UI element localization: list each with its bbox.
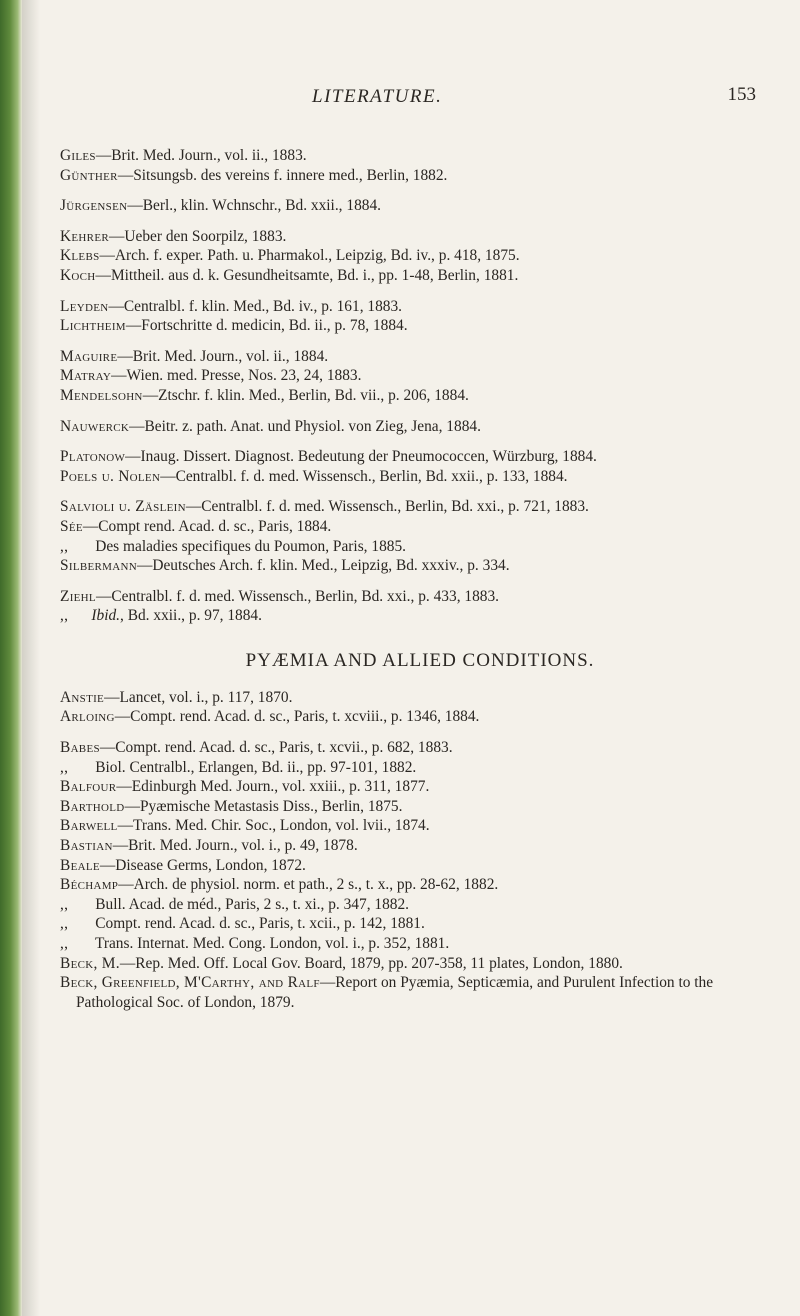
- entry-text: —Edinburgh Med. Journ., vol. xxiii., p. 311, 1877.: [116, 778, 430, 796]
- bibliography-entry: [60, 934, 780, 954]
- entry-text: —Fortschritte d. medicin, Bd. ii., p. 78, 1884.: [125, 317, 408, 335]
- entry-text: —Brit. Med. Journ., vol. ii., 1884.: [117, 347, 329, 365]
- bibliography-entry: [60, 417, 780, 437]
- entry-author: ,,: [60, 895, 69, 913]
- entry-author: Anstie: [60, 688, 105, 706]
- bibliography-entry: [60, 386, 780, 406]
- section-heading: PYÆMIA AND ALLIED CONDITIONS.: [245, 649, 595, 671]
- entry-text: —Compt rend. Acad. d. sc., Paris, 1884.: [82, 517, 332, 535]
- entry-author: Beck, M.: [60, 954, 120, 972]
- bibliography: [60, 146, 780, 1012]
- entry-text: —Disease Germs, London, 1872.: [99, 856, 306, 874]
- entry-text: —Report on Pyæmia, Septicæmia, and Purulent Infection to the Pathological Soc. of London, 1879.: [76, 974, 714, 1011]
- book-spine: [0, 0, 22, 1316]
- entry-author: Béchamp: [60, 876, 119, 894]
- running-title: LITERATURE.: [312, 86, 443, 107]
- bibliography-entry: [60, 517, 780, 537]
- entry-author: Beale: [60, 856, 100, 874]
- entry-author: Klebs: [60, 247, 100, 265]
- page-header: [60, 86, 780, 116]
- entry-text: Bull. Acad. de méd., Paris, 2 s., t. xi., p. 347, 1882.: [91, 895, 410, 913]
- entry-text: Biol. Centralbl., Erlangen, Bd. ii., pp. 97-101, 1882.: [91, 758, 417, 776]
- entry-author: Barthold: [60, 797, 125, 815]
- entry-author: Koch: [60, 266, 96, 284]
- bibliography-entry: [60, 447, 780, 467]
- bibliography-entry: [60, 196, 780, 216]
- entry-author: Sée: [60, 517, 83, 535]
- entry-author: Balfour: [60, 778, 117, 796]
- entry-text: —Centralbl. f. d. med. Wissensch., Berlin, Bd. xxii., p. 133, 1884.: [160, 467, 568, 485]
- bibliography-entry: [60, 537, 780, 557]
- entry-author: Matray: [60, 367, 112, 385]
- bibliography-entry: [60, 895, 780, 915]
- entry-author: ,,: [60, 607, 69, 625]
- entry-text: —Beitr. z. path. Anat. und Physiol. von Zieg, Jena, 1884.: [129, 417, 481, 435]
- entry-author: Leyden: [60, 297, 109, 315]
- entry-text: —Mittheil. aus d. k. Gesundheitsamte, Bd. i., pp. 1-48, Berlin, 1881.: [95, 266, 519, 284]
- entry-author: Babes: [60, 739, 100, 757]
- bibliography-entry: [60, 366, 780, 386]
- entry-text: —Centralbl. f. d. med. Wissensch., Berlin, Bd. xxi., p. 721, 1883.: [185, 498, 589, 516]
- entry-author: Jürgensen: [60, 197, 128, 215]
- entry-author: Barwell: [60, 817, 118, 835]
- entry-text: —Berl., klin. Wchnschr., Bd. xxii., 1884.: [127, 197, 382, 215]
- bibliography-entry: [60, 316, 780, 336]
- entry-author: Lichtheim: [60, 317, 126, 335]
- entry-text: —Lancet, vol. i., p. 117, 1870.: [104, 688, 293, 706]
- entry-text: —Rep. Med. Off. Local Gov. Board, 1879, pp. 207-358, 11 plates, London, 1880.: [119, 954, 623, 972]
- bibliography-entry: [60, 954, 780, 974]
- bibliography-entry: [60, 758, 780, 778]
- entry-author: Silbermann: [60, 557, 137, 575]
- entry-text: Trans. Internat. Med. Cong. London, vol. i., p. 352, 1881.: [91, 935, 450, 952]
- entry-author: Mendelsohn: [60, 386, 143, 404]
- bibliography-entry: [60, 587, 780, 607]
- bibliography-entry: [60, 266, 780, 286]
- bibliography-entry: [60, 777, 780, 797]
- entry-text: —Wien. med. Presse, Nos. 23, 24, 1883.: [111, 367, 362, 385]
- bibliography-entry-ibid: [60, 606, 780, 626]
- entry-text: —Centralbl. f. klin. Med., Bd. iv., p. 161, 1883.: [108, 297, 403, 315]
- entry-text: —Ueber den Soorpilz, 1883.: [108, 227, 287, 245]
- bibliography-part-2: [60, 688, 780, 1013]
- entry-author: Nauwerck: [60, 417, 130, 435]
- entry-text: , Bd. xxii., p. 97, 1884.: [120, 607, 262, 625]
- bibliography-entry: [60, 497, 780, 517]
- bibliography-entry: [60, 227, 780, 247]
- bibliography-entry: [60, 856, 780, 876]
- entry-text: —Deutsches Arch. f. klin. Med., Leipzig, Bd. xxxiv., p. 334.: [136, 557, 510, 575]
- bibliography-entry: [60, 914, 780, 934]
- page-number: 153: [727, 84, 756, 105]
- entry-author: Kehrer: [60, 227, 109, 245]
- entry-author: Platonow: [60, 448, 126, 466]
- bibliography-entry: [60, 467, 780, 487]
- bibliography-entry: [60, 875, 780, 895]
- bibliography-entry: [60, 797, 780, 817]
- entry-text: Des maladies specifiques du Poumon, Paris, 1885.: [91, 537, 407, 555]
- entry-author: ,,: [60, 935, 69, 952]
- bibliography-entry: [60, 688, 780, 708]
- entry-text: —Centralbl. f. d. med. Wissensch., Berlin, Bd. xxi., p. 433, 1883.: [95, 587, 500, 605]
- bibliography-entry: [60, 246, 780, 266]
- entry-author: Maguire: [60, 347, 118, 365]
- entry-author: Ziehl: [60, 587, 96, 605]
- entry-author: Beck, Greenfield, M'Carthy, and Ralf: [60, 974, 320, 992]
- entry-author: Salvioli u. Zäslein: [60, 498, 186, 516]
- bibliography-entry: [60, 297, 780, 317]
- entry-author: Arloing: [60, 708, 115, 726]
- entry-author: ,,: [60, 758, 69, 776]
- bibliography-part-1: [60, 146, 780, 606]
- ibid-label: Ibid.: [91, 607, 121, 625]
- entry-text: —Compt. rend. Acad. d. sc., Paris, t. xcviii., p. 1346, 1884.: [114, 708, 480, 726]
- entry-text: Compt. rend. Acad. d. sc., Paris, t. xcii., p. 142, 1881.: [91, 915, 425, 933]
- entry-text: —Pyæmische Metastasis Diss., Berlin, 1875.: [124, 797, 403, 815]
- entry-author: Poels u. Nolen: [60, 467, 161, 485]
- entry-text: —Ztschr. f. klin. Med., Berlin, Bd. vii., p. 206, 1884.: [142, 386, 469, 404]
- entry-text: —Brit. Med. Journ., vol. i., p. 49, 1878.: [112, 837, 358, 855]
- bibliography-entry: [60, 738, 780, 758]
- entry-text: —Sitsungsb. des vereins f. innere med., Berlin, 1882.: [117, 166, 448, 184]
- bibliography-entry: [60, 973, 780, 1012]
- bibliography-entry: [60, 347, 780, 367]
- bibliography-entry: [60, 556, 780, 576]
- entry-author: Bastian: [60, 837, 113, 855]
- bibliography-entry: [60, 816, 780, 836]
- entry-text: —Arch. de physiol. norm. et path., 2 s., t. x., pp. 28-62, 1882.: [118, 876, 499, 894]
- entry-author: ,,: [60, 915, 69, 933]
- bibliography-entry: [60, 836, 780, 856]
- gutter-shadow: [22, 0, 40, 1316]
- entry-author: Günther: [60, 166, 118, 184]
- entry-text: —Trans. Med. Chir. Soc., London, vol. lvii., 1874.: [117, 817, 430, 835]
- bibliography-entry: [60, 146, 780, 166]
- entry-text: —Inaug. Dissert. Diagnost. Bedeutung der Pneumococcen, Würzburg, 1884.: [125, 448, 597, 466]
- bibliography-entry: [60, 707, 780, 727]
- bibliography-entry: [60, 166, 780, 186]
- entry-text: —Arch. f. exper. Path. u. Pharmakol., Leipzig, Bd. iv., p. 418, 1875.: [99, 247, 520, 265]
- entry-text: —Brit. Med. Journ., vol. ii., 1883.: [95, 147, 307, 164]
- entry-author: ,,: [60, 537, 69, 555]
- entry-text: —Compt. rend. Acad. d. sc., Paris, t. xcvii., p. 682, 1883.: [99, 739, 453, 757]
- entry-author: Giles: [60, 147, 96, 164]
